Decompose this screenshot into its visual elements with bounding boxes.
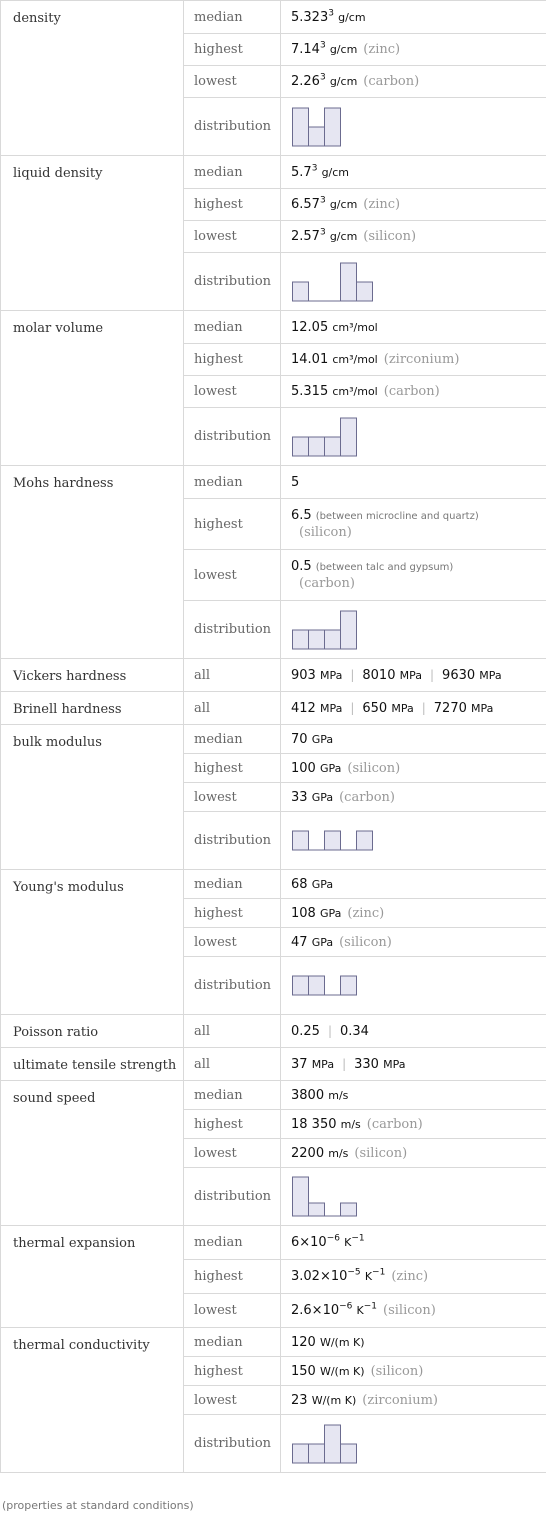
value-unit: g/cm	[329, 198, 358, 211]
statistic-label: distribution	[184, 253, 281, 311]
value-note: (silicon)	[354, 1145, 408, 1161]
value-note: (zinc)	[347, 905, 385, 921]
list-value-number: 330	[354, 1056, 379, 1072]
statistic-value	[281, 928, 546, 957]
statistic-label: distribution	[184, 601, 281, 659]
statistic-label: distribution	[184, 408, 281, 466]
statistic-value	[281, 601, 546, 659]
statistic-label: lowest	[184, 550, 281, 601]
value-note: (carbon)	[299, 576, 355, 591]
list-value-number: 7270	[433, 700, 467, 716]
list-value-unit: MPa	[319, 701, 343, 715]
statistic-label: lowest	[184, 928, 281, 957]
table-row	[1, 659, 546, 692]
property-name: liquid density	[1, 156, 184, 311]
statistic-value	[281, 253, 546, 311]
list-value-unit: MPa	[399, 668, 422, 682]
value-unit: g/cm	[338, 10, 366, 24]
value-qualifier: (between microcline and quartz)	[315, 511, 479, 522]
statistic-label: distribution	[184, 1168, 281, 1226]
unit-exponent: −1	[372, 1267, 386, 1278]
properties-table-body	[1, 1, 546, 1473]
statistic-value	[281, 311, 546, 344]
table-row	[1, 692, 546, 725]
statistic-value	[281, 344, 546, 376]
property-name: Poisson ratio	[1, 1015, 184, 1048]
statistic-value	[281, 870, 546, 899]
value-qualifier: (between talc and gypsum)	[315, 562, 454, 573]
statistic-label: distribution	[184, 812, 281, 870]
histogram-bar	[293, 831, 309, 850]
value-exponent: −5	[347, 1267, 361, 1278]
value-note: (zinc)	[363, 197, 401, 212]
value-note: (silicon)	[339, 934, 392, 950]
value-note: (zinc)	[391, 1269, 429, 1284]
property-name: ultimate tensile strength	[1, 1048, 184, 1081]
statistic-label: all	[184, 692, 281, 725]
histogram-bar	[293, 976, 309, 995]
list-value-number: 650	[362, 700, 388, 716]
histogram-bar	[325, 1425, 341, 1463]
statistic-label: lowest	[184, 783, 281, 812]
distribution-histogram	[291, 610, 359, 650]
list-value-number: 37	[291, 1056, 308, 1072]
list-value-unit: MPa	[319, 668, 343, 682]
statistic-label: highest	[184, 34, 281, 66]
statistic-value	[281, 1015, 546, 1048]
value-unit: m/s	[328, 1146, 349, 1160]
statistic-value	[281, 1168, 546, 1226]
distribution-histogram	[291, 107, 343, 147]
histogram-bar	[309, 437, 325, 456]
value-exponent: −6	[339, 1301, 353, 1312]
histogram-bar	[309, 1444, 325, 1463]
histogram-bar	[293, 630, 309, 649]
distribution-histogram	[291, 417, 359, 457]
value-exponent: 3	[319, 40, 326, 51]
statistic-label: median	[184, 156, 281, 189]
value-exponent: 3	[319, 195, 326, 206]
histogram-bar	[325, 108, 341, 146]
value-exponent: 3	[311, 163, 318, 174]
value-number: 3800	[291, 1087, 325, 1103]
statistic-label: highest	[184, 1260, 281, 1294]
histogram-bar	[293, 437, 309, 456]
property-name: bulk modulus	[1, 725, 184, 870]
value-exponent: 3	[319, 72, 326, 83]
statistic-value	[281, 34, 546, 66]
value-unit: cm³/mol	[332, 385, 378, 398]
property-name: thermal expansion	[1, 1226, 184, 1328]
property-name: density	[1, 1, 184, 156]
list-value-number: 8010	[362, 667, 396, 683]
statistic-label: lowest	[184, 376, 281, 408]
value-exponent: −6	[326, 1233, 340, 1244]
statistic-value	[281, 812, 546, 870]
value-note: (carbon)	[383, 384, 440, 399]
table-row	[1, 1015, 546, 1048]
value-unit: W/(m K)	[319, 1335, 365, 1349]
statistic-value	[281, 466, 546, 499]
statistic-label: all	[184, 1048, 281, 1081]
statistic-label: distribution	[184, 957, 281, 1015]
statistic-label: highest	[184, 189, 281, 221]
histogram-bar	[341, 418, 357, 456]
statistic-label: distribution	[184, 1415, 281, 1473]
statistic-value	[281, 499, 546, 550]
list-value-unit: MPa	[391, 701, 414, 715]
value-number: 23	[291, 1392, 308, 1408]
value-number: 68	[291, 876, 308, 892]
histogram-bar	[325, 630, 341, 649]
value-unit: g/cm	[329, 230, 358, 243]
value-number: 12.05	[291, 319, 329, 335]
statistic-value	[281, 1226, 546, 1260]
value-note: (carbon)	[363, 74, 420, 89]
statistic-label: median	[184, 1, 281, 34]
list-separator: |	[430, 667, 435, 682]
property-name: Mohs hardness	[1, 466, 184, 659]
value-note: (silicon)	[383, 1303, 436, 1318]
list-separator: |	[327, 1023, 332, 1038]
value-unit: cm³/mol	[332, 320, 378, 334]
value-unit: GPa	[311, 877, 334, 891]
value-number: 18 350	[291, 1116, 337, 1132]
statistic-label: median	[184, 1328, 281, 1357]
value-number: 6×10	[291, 1235, 327, 1250]
list-value-number: 9630	[442, 667, 476, 683]
statistic-value	[281, 1357, 546, 1386]
property-name: Vickers hardness	[1, 659, 184, 692]
statistic-label: highest	[184, 754, 281, 783]
value-number: 150	[291, 1363, 316, 1379]
list-value-unit: MPa	[479, 668, 502, 682]
value-note: (zinc)	[363, 42, 401, 57]
statistic-value	[281, 1260, 546, 1294]
property-name: molar volume	[1, 311, 184, 466]
table-row	[1, 156, 546, 189]
property-name: thermal conductivity	[1, 1328, 184, 1473]
statistic-value	[281, 957, 546, 1015]
list-separator: |	[421, 700, 426, 715]
list-value-number: 0.34	[340, 1023, 369, 1039]
list-value-number: 903	[291, 667, 316, 683]
histogram-bar	[309, 630, 325, 649]
statistic-label: median	[184, 466, 281, 499]
value-number: 2.26	[291, 74, 320, 89]
histogram-bar	[309, 976, 325, 995]
statistic-value	[281, 221, 546, 253]
statistic-label: lowest	[184, 221, 281, 253]
value-number: 14.01	[291, 352, 329, 367]
value-note: (silicon)	[370, 1363, 424, 1379]
statistic-label: median	[184, 311, 281, 344]
unit-exponent: −1	[363, 1301, 378, 1312]
value-number: 6.5	[291, 508, 312, 523]
list-value-unit: MPa	[471, 701, 494, 715]
statistic-value	[281, 1328, 546, 1357]
statistic-label: distribution	[184, 98, 281, 156]
property-name: Young's modulus	[1, 870, 184, 1015]
value-unit: GPa	[319, 761, 342, 775]
statistic-value	[281, 156, 546, 189]
histogram-bar	[357, 282, 373, 301]
value-number: 5	[291, 474, 300, 490]
value-number: 108	[291, 905, 316, 921]
statistic-label: lowest	[184, 1386, 281, 1415]
value-unit: g/cm	[329, 75, 358, 88]
statistic-value	[281, 725, 546, 754]
value-number: 70	[291, 731, 308, 747]
statistic-label: lowest	[184, 1139, 281, 1168]
statistic-label: highest	[184, 1110, 281, 1139]
value-unit: GPa	[311, 935, 334, 949]
value-number: 2.57	[291, 229, 320, 244]
value-number: 7.14	[291, 42, 320, 57]
value-number: 120	[291, 1334, 316, 1350]
value-unit: GPa	[311, 732, 334, 746]
statistic-value	[281, 692, 546, 725]
list-value-unit: MPa	[311, 1057, 335, 1071]
value-number: 33	[291, 789, 308, 805]
value-unit: W/(m K)	[311, 1393, 357, 1407]
list-separator: |	[342, 1056, 347, 1071]
histogram-bar	[293, 282, 309, 301]
value-unit: GPa	[319, 906, 342, 920]
list-value-unit: MPa	[383, 1057, 406, 1071]
statistic-value	[281, 1, 546, 34]
statistic-label: highest	[184, 499, 281, 550]
statistic-value	[281, 189, 546, 221]
value-number: 5.7	[291, 164, 312, 180]
statistic-value	[281, 550, 546, 601]
table-row	[1, 1081, 546, 1110]
distribution-histogram	[291, 1424, 359, 1464]
statistic-label: lowest	[184, 1294, 281, 1328]
property-name: sound speed	[1, 1081, 184, 1226]
value-note: (carbon)	[366, 1116, 423, 1132]
value-note: (silicon)	[363, 229, 417, 244]
statistic-value	[281, 1294, 546, 1328]
distribution-histogram	[291, 830, 375, 851]
value-note: (silicon)	[347, 760, 401, 776]
statistic-value	[281, 98, 546, 156]
statistic-value	[281, 1386, 546, 1415]
value-number: 6.57	[291, 197, 320, 212]
statistic-label: lowest	[184, 66, 281, 98]
histogram-bar	[341, 611, 357, 649]
list-value-number: 412	[291, 700, 316, 716]
statistic-value	[281, 408, 546, 466]
histogram-bar	[309, 127, 325, 146]
table-row	[1, 466, 546, 499]
statistic-label: median	[184, 1081, 281, 1110]
statistic-label: median	[184, 725, 281, 754]
value-unit: GPa	[311, 790, 334, 804]
histogram-bar	[341, 1444, 357, 1463]
value-number: 100	[291, 760, 316, 776]
statistic-value	[281, 659, 546, 692]
table-row	[1, 870, 546, 899]
table-row	[1, 1226, 546, 1260]
histogram-bar	[293, 108, 309, 146]
value-unit: K	[364, 1270, 373, 1283]
table-row	[1, 1328, 546, 1357]
value-number: 47	[291, 934, 308, 950]
histogram-bar	[357, 831, 373, 850]
statistic-value	[281, 1048, 546, 1081]
value-note: (zirconium)	[362, 1392, 438, 1408]
distribution-histogram	[291, 975, 359, 996]
statistic-label: highest	[184, 899, 281, 928]
list-separator: |	[350, 700, 355, 715]
property-name: Brinell hardness	[1, 692, 184, 725]
list-value-number: 0.25	[291, 1023, 320, 1039]
statistic-label: highest	[184, 344, 281, 376]
statistic-value	[281, 66, 546, 98]
statistic-value	[281, 783, 546, 812]
table-row	[1, 1048, 546, 1081]
footnote: (properties at standard conditions)	[2, 1499, 194, 1512]
value-unit: W/(m K)	[319, 1364, 365, 1378]
statistic-value	[281, 1415, 546, 1473]
value-unit: m/s	[328, 1088, 349, 1102]
value-number: 5.315	[291, 384, 329, 399]
value-exponent: 3	[319, 227, 326, 238]
value-unit: m/s	[340, 1117, 361, 1131]
statistic-label: median	[184, 1226, 281, 1260]
value-number: 0.5	[291, 559, 312, 574]
distribution-histogram	[291, 1176, 359, 1217]
statistic-value	[281, 754, 546, 783]
histogram-bar	[341, 263, 357, 301]
value-unit: K	[356, 1304, 364, 1317]
value-number: 2.6×10	[291, 1303, 340, 1318]
value-exponent: 3	[328, 8, 334, 19]
value-note: (carbon)	[339, 789, 396, 805]
statistic-value	[281, 899, 546, 928]
statistic-value	[281, 1081, 546, 1110]
distribution-histogram	[291, 262, 375, 302]
value-number: 2200	[291, 1145, 325, 1161]
histogram-bar	[325, 831, 341, 850]
value-number: 5.323	[291, 9, 329, 25]
value-unit: cm³/mol	[332, 353, 378, 366]
value-unit: g/cm	[321, 165, 350, 179]
value-note: (zirconium)	[383, 352, 460, 367]
value-note: (silicon)	[299, 525, 352, 540]
histogram-bar	[341, 1203, 357, 1216]
statistic-value	[281, 1139, 546, 1168]
value-unit: g/cm	[329, 43, 358, 56]
statistic-value	[281, 376, 546, 408]
statistic-label: all	[184, 659, 281, 692]
statistic-label: all	[184, 1015, 281, 1048]
unit-exponent: −1	[351, 1233, 365, 1244]
histogram-bar	[293, 1444, 309, 1463]
table-row	[1, 1, 546, 34]
statistic-label: highest	[184, 1357, 281, 1386]
histogram-bar	[325, 437, 341, 456]
histogram-bar	[309, 1203, 325, 1216]
statistic-label: median	[184, 870, 281, 899]
histogram-bar	[341, 976, 357, 995]
histogram-bar	[293, 1177, 309, 1216]
table-row	[1, 725, 546, 754]
value-number: 3.02×10	[291, 1269, 348, 1284]
table-row	[1, 311, 546, 344]
value-unit: K	[344, 1236, 352, 1249]
statistic-value	[281, 1110, 546, 1139]
list-separator: |	[350, 667, 355, 682]
